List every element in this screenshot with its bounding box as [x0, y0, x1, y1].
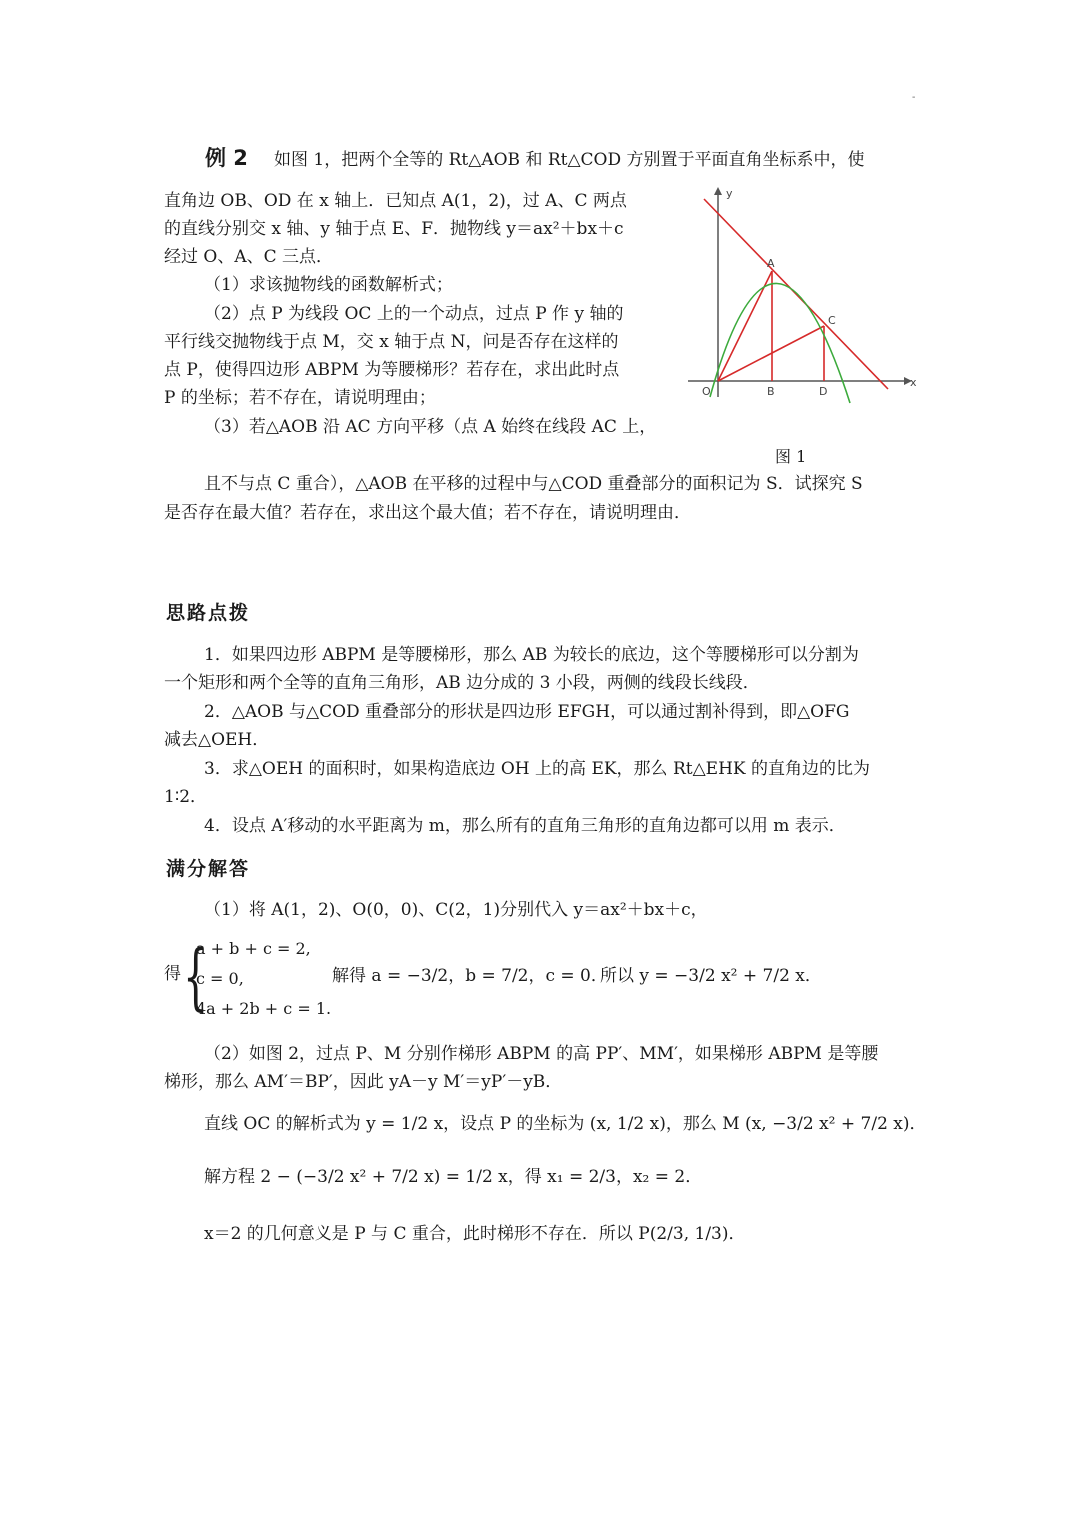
hint-line-4: 减去△OEH． — [164, 730, 270, 750]
solution-conclusion: x＝2 的几何意义是 P 与 C 重合，此时梯形不存在．所以 P(2/3, 1/3)． — [204, 1224, 746, 1244]
hint-line-3: 2．△AOB 与△COD 重叠部分的形状是四边形 EFGH，可以通过割补得到，即△OFG — [204, 702, 850, 722]
label-b: B — [767, 385, 775, 398]
problem-part-2: （2）点 P 为线段 OC 上的一个动点，过点 P 作 y 轴的 — [204, 304, 624, 324]
solve-result: 解得 a = −3/2，b = 7/2，c = 0． — [332, 966, 608, 986]
problem-line-4: 经过 O、A、C 三点． — [164, 247, 334, 267]
solution-equation: 解方程 2 − (−3/2 x² + 7/2 x) = 1/2 x，得 x₁ = 2/3，x₂ = 2． — [204, 1167, 703, 1187]
figure-caption: 图 1 — [775, 447, 807, 466]
hint-line-1: 1．如果四边形 ABPM 是等腰梯形，那么 AB 为较长的底边，这个等腰梯形可以分割为 — [204, 645, 859, 665]
figure-1-graph — [688, 185, 920, 415]
problem-line-9: P 的坐标；若不存在，请说明理由； — [164, 388, 436, 408]
label-a: A — [767, 257, 775, 270]
problem-line-3: 的直线分别交 x 轴、y 轴于点 E、F．抛物线 y＝ax²＋bx＋c — [164, 219, 624, 239]
parabola-curve — [710, 283, 850, 403]
segment-oc — [718, 326, 824, 381]
solution-part-1: （1）将 A(1，2)、O(0，0)、C(2，1)分别代入 y＝ax²＋bx＋c， — [204, 900, 708, 920]
line-ac — [704, 199, 888, 389]
hint-title: 思路点拨 — [166, 602, 251, 624]
label-x: x — [910, 376, 917, 389]
solution-part-2b: 梯形，那么 AM′＝BP′，因此 yA－y M′＝yP′－yB． — [164, 1072, 563, 1092]
label-y: y — [726, 187, 733, 200]
brace-symbol: { — [183, 934, 209, 1018]
problem-line-1: 如图 1，把两个全等的 Rt△AOB 和 Rt△COD 方别置于平面直角坐标系中，使 — [274, 150, 865, 170]
problem-line-7: 平行线交抛物线于点 M，交 x 轴于点 N，问是否存在这样的 — [164, 332, 619, 352]
solution-title: 满分解答 — [166, 858, 251, 880]
label-c: C — [828, 314, 836, 327]
equation-2: c = 0, — [196, 969, 244, 988]
problem-line-8: 点 P，使得四边形 ABPM 为等腰梯形？若存在，求出此时点 — [164, 360, 620, 380]
label-d: D — [819, 385, 828, 398]
hint-line-2: 一个矩形和两个全等的直角三角形，AB 边分成的 3 小段，两侧的线段长线段． — [164, 673, 760, 693]
problem-part-3: （3）若△AOB 沿 AC 方向平移（点 A 始终在线段 AC 上， — [204, 417, 657, 437]
equation-1: a + b + c = 2, — [196, 939, 311, 958]
example-label: 例 2 — [205, 146, 248, 170]
parabola-result: 所以 y = −3/2 x² + 7/2 x． — [600, 966, 822, 986]
problem-line-11: 且不与点 C 重合），△AOB 在平移的过程中与△COD 重叠部分的面积记为 S．试探究 S — [204, 474, 863, 494]
hint-line-7: 4．设点 A′移动的水平距离为 m，那么所有的直角三角形的直角边都可以用 m 表示． — [204, 816, 846, 836]
problem-line-12: 是否存在最大值？若存在，求出这个最大值；若不存在，请说明理由． — [164, 503, 691, 523]
label-o: O — [702, 385, 711, 398]
y-axis-arrow-icon — [714, 187, 722, 195]
hint-line-6: 1∶2． — [164, 787, 208, 807]
problem-part-1: （1）求该抛物线的函数解析式； — [204, 275, 453, 295]
header-mark: - — [912, 92, 916, 103]
equation-3: 4a + 2b + c = 1. — [196, 999, 332, 1018]
hint-line-5: 3．求△OEH 的面积时，如果构造底边 OH 上的高 EK，那么 Rt△EHK 的直角边的比为 — [204, 759, 870, 779]
solution-part-2a: （2）如图 2，过点 P、M 分别作梯形 ABPM 的高 PP′、MM′，如果梯形 ABPM 是等腰 — [204, 1044, 879, 1064]
solution-line-oc: 直线 OC 的解析式为 y = 1/2 x，设点 P 的坐标为 (x, 1/2 x)，那么 M (x, −3/2 x² + 7/2 x)． — [204, 1114, 927, 1134]
de-label: 得 — [164, 964, 181, 984]
problem-line-2: 直角边 OB、OD 在 x 轴上．已知点 A(1，2)，过 A、C 两点 — [164, 191, 627, 211]
